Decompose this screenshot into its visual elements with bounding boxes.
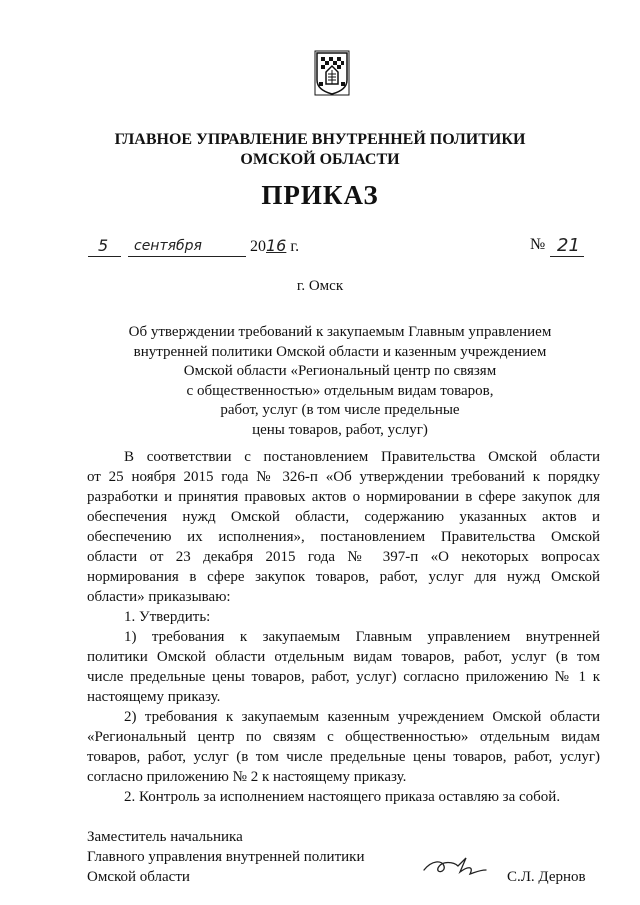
body-line: согласно приложению № 2 к настоящему приказу. xyxy=(87,769,407,785)
body-line: 2) требования к закупаемым казенным учреждением Омской области xyxy=(124,709,600,725)
organization-name-line1: ГЛАВНОЕ УПРАВЛЕНИЕ ВНУТРЕННЕЙ ПОЛИТИКИ xyxy=(114,131,526,148)
order-number: 21 xyxy=(557,235,580,256)
body-line: нормирования в сфере закупок товаров, работ, услуг для нужд Омской xyxy=(87,569,600,585)
city: г. Омск xyxy=(296,278,344,294)
body-line: области» приказываю: xyxy=(87,589,231,605)
date-month-underline xyxy=(128,256,246,257)
subject-line: внутренней политики Омской области и казенным учреждением xyxy=(133,343,547,360)
subject-line: цены товаров, работ, услуг) xyxy=(252,421,428,438)
subject-line: работ, услуг (в том числе предельные xyxy=(220,402,460,418)
organization-name-line2: ОМСКОЙ ОБЛАСТИ xyxy=(240,151,400,168)
number-underline xyxy=(550,256,584,257)
body-line: политики Омской области отдельным видам товаров, работ, услуг (в том xyxy=(87,649,600,665)
order-date-month-field xyxy=(128,234,246,258)
body-line: 1) требования к закупаемым Главным управлением внутренней xyxy=(124,629,600,645)
body-line: обеспечения нужд Омской области, содержанию указанных актов и xyxy=(87,509,600,525)
subject-line: Омской области «Региональный центр по связям xyxy=(183,363,497,379)
body-line: числе предельные цены товаров, работ, услуг) согласно приложению № 1 к xyxy=(87,669,600,685)
order-date-year xyxy=(250,236,299,256)
body-line: 1. Утвердить: xyxy=(124,609,211,625)
body-line: от 25 ноября 2015 года № 326-п «Об утверждении требований к порядку xyxy=(87,469,600,485)
body-line: «Региональный центр по связям с общественностью» отдельным видам xyxy=(87,729,600,745)
coat-of-arms-emblem xyxy=(314,50,350,96)
handwritten-signature xyxy=(420,848,490,880)
body-line: 2. Контроль за исполнением настоящего приказа оставляю за собой. xyxy=(124,789,561,805)
signatory-position-line3: Омской области xyxy=(87,869,190,885)
subject-line: Об утверждении требований к закупаемым Главным управлением xyxy=(128,324,552,340)
year-label: г. xyxy=(290,238,300,255)
year-suffix: 16 xyxy=(266,236,287,255)
order-date-month: сентября xyxy=(134,238,202,254)
signatory-position-line1: Заместитель начальника xyxy=(87,829,243,845)
body-line: настоящему приказу. xyxy=(87,689,221,705)
order-date-day-field xyxy=(88,234,123,258)
signatory-name: С.Л. Дернов xyxy=(507,869,586,885)
body-line: области от 23 декабря 2015 года № 397-п «О некоторых вопросах xyxy=(87,549,600,565)
order-number-field xyxy=(550,234,586,258)
subject-line: с общественностью» отдельным видам товаров, xyxy=(186,382,494,399)
signatory-position-line2: Главного управления внутренней политики xyxy=(87,849,365,865)
body-line: В соответствии с постановлением Правительства Омской области xyxy=(124,449,600,465)
date-day-underline xyxy=(88,256,121,257)
body-line: товаров, работ, услуг (в том числе предельные цены товаров, работ, услуг) xyxy=(87,749,600,765)
order-number-label: № xyxy=(530,236,546,253)
order-date-day: 5 xyxy=(98,236,109,255)
year-prefix: 20 xyxy=(250,238,266,255)
body-line: разработки и принятия правовых актов о нормировании в сфере закупок для xyxy=(87,489,600,505)
body-line: обеспечению их исполнения», постановлением Правительства Омской xyxy=(87,529,600,545)
document-title: ПРИКАЗ xyxy=(261,180,379,210)
